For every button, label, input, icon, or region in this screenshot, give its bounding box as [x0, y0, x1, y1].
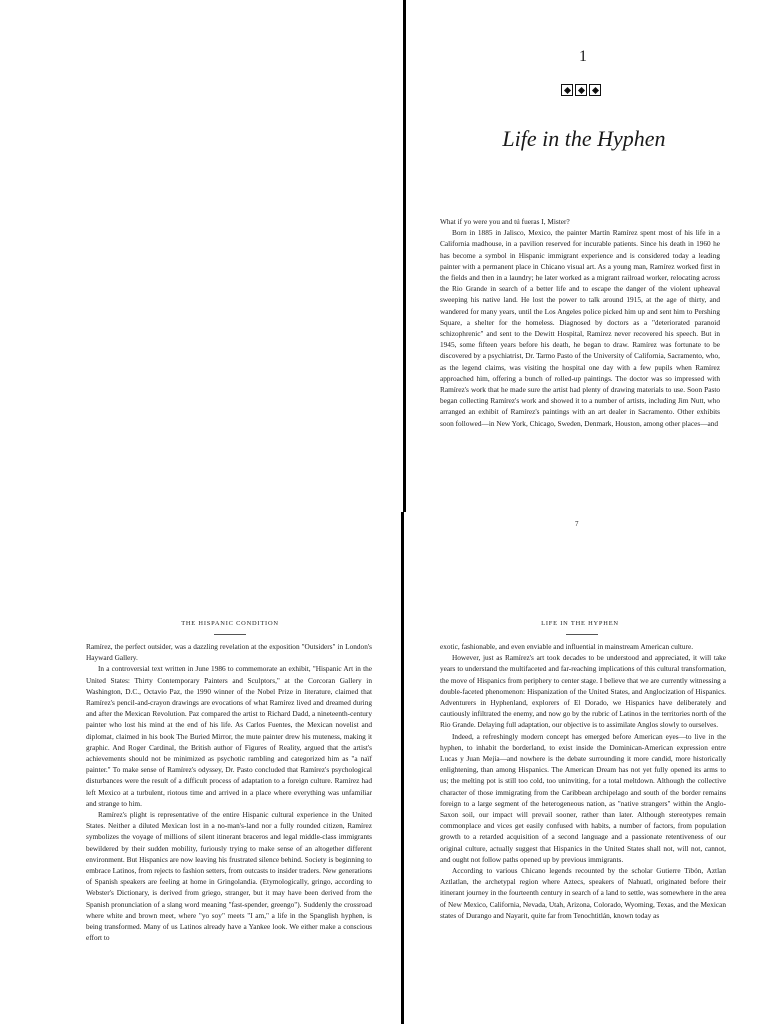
paragraph: What if yo were you and tú fueras I, Mister? — [440, 217, 570, 226]
paragraph: Born in 1885 in Jalisco, Mexico, the painter Martín Ramírez spent most of his life in a California madhouse, in a pavilion reserved for incurable patients. Since his death in 1960 he has become a symbol in Hispanic immigrant experience and is considered today a leading painter with a permanent place in Chicano visual art. As a young man, Ramírez worked first in the fields and then in a laundry; he later worked as a migrant railroad worker, relocating across the Rio Grande in search of a better life and to escape the danger of the violent upheaval sweeping his native land. He lost the power to talk around 1915, at the age of thirty, and wandered for many years, until the Los Angeles police picked him up and sent him to Pershing Square, a shelter for the homeless. Diagnosed by doctors as a "deteriorated paranoid schizophrenic" and sent to the Dewitt Hospital, Ramírez never recovered his speech. But in 1945, some fifteen years before his death, he began to draw. Ramírez was fortunate to be discovered by a psychiatrist, Dr. Tarmo Pasto of the University of California, Sacramento, who, as the legend claims, was visiting the hospital one day with a few pupils when Ramírez approached him, offering a bunch of rolled-up paintings. The doctor was so impressed with Ramírez's work that he made sure the artist had plenty of drawing materials to use. Soon Pasto began collecting Ramírez's work and showed it to a number of artists, including Jim Nutt, who arranged an exhibit of Ramírez's paintings with an art dealer in Sacramento. Other exhibits soon followed—in New York, Chicago, Sweden, Denmark, Houston, among other places—and — [440, 228, 720, 428]
paragraph: Ramírez's plight is representative of the entire Hispanic cultural experience in the United States. Neither a diluted Mexican lost in a no-man's-land nor a fully rounded citizen, Ramírez symbolizes the voyage of millions of silent itinerant braceros and legal middle-class immigrants bewildered by their sudden mobility, furiously trying to make sense of an altogether different environment. But Hispanics are now leaving his frustrated silence behind. Society is beginning to embrace Latinos, from rejects to fashion setters, from outcasts to insider traders. New generations of Spanish speakers are feeling at home in Gringolandia. (Etymologically, gringo, according to Webster's Dictionary, is derived from griego, stranger, but it may have been derived from the Spanish pronunciation of a slang word meaning "fast-spender, greengo"). Suddenly the crossroad where white and brown meet, where "yo soy" meets "I am," a life in the Spanglish hyphen, is being transformed. Many of us Latinos already have a Yankee look. We either make a conscious effort to — [86, 810, 372, 943]
book-gutter — [401, 512, 404, 1024]
paragraph: According to various Chicano legends recounted by the scholar Gutierre Tibón, Aztlan Aztlatlan, the archetypal region where Aztecs, speakers of Nahuatl, originated before their itinerant journey in the fourteenth century in search of a land to settle, was somewhere in the area of New Mexico, California, Nevada, Utah, Arizona, Colorado, Wyoming, Texas, and the Mexican states of Durango and Nayarit, quite far from Tenochtitlán, known today as — [440, 866, 726, 920]
paragraph: exotic, fashionable, and even enviable and influential in mainstream American culture. — [440, 642, 694, 651]
paragraph: Ramírez, the perfect outsider, was a dazzling revelation at the exposition "Outsiders" in London's Hayward Gallery. — [86, 642, 372, 663]
diamond-ornament-icon — [575, 84, 587, 96]
page-number: 7 — [575, 520, 579, 528]
running-head-right: LIFE IN THE HYPHEN — [541, 620, 619, 627]
diamond-ornament-icon — [589, 84, 601, 96]
chapter-title: Life in the Hyphen — [502, 126, 666, 151]
chapter-number: 1 — [579, 48, 587, 65]
right-page-text — [440, 641, 726, 1024]
chapter-opening-text — [440, 216, 720, 502]
paragraph: In a controversial text written in June 1986 to commemorate an exhibit, "Hispanic Art in the United States: Thirty Contemporary Painters and Sculptors," at the Corcoran Gallery in Washington, D.C., Octavio Paz, the 1990 winner of the Nobel Prize in literature, claimed that Ramírez's pencil-and-crayon drawings are evocations of what Ramírez lived and dreamed during and after the Mexican Revolution. Paz compared the artist to Richard Dadd, a nineteenth-century painter who lost his mind at the end of his life. As Carlos Fuentes, the Mexican novelist and diplomat, claimed in his book The Buried Mirror, the mute painter drew his muteness, making it graphic. And Roger Cardinal, the British author of Figures of Reality, argued that the artist's achievements should not be minimized as psychotic rambling and categorized him as "a naïf painter." To make sense of Ramírez's odyssey, Dr. Pasto concluded that Ramírez's psychological disturbances were the result of a difficult process of adaptation to a foreign culture. Ramírez had left Mexico at a turbulent, riotous time and arrived in a place where everything was unfamiliar and strange to him. — [86, 664, 372, 808]
diamond-ornament-icon — [561, 84, 573, 96]
chapter-ornament — [561, 84, 601, 96]
paragraph: Indeed, a refreshingly modern concept has emerged before American eyes—to live in the hyphen, to inhabit the borderland, to exist inside the Dominican-American expression entre Lucas y Juan Mejía—and nowhere is the debate surrounding it more candid, more historically enlightening, than among Hispanics. The American Dream has not yet fully opened its arms to us; the melting pot is still too cold, too uninviting, for a total meltdown. Although the collective character of those immigrating from the Caribbean archipelago and south of the border remains foreign to a large segment of the heterogeneous nation, as "native strangers" within the Anglo-Saxon soil, our impact will prevail sooner, rather than later. Although stereotypes remain commonplace and vices get easily confused with habits, a number of factors, from population growth to a retarded acquisition of a second language and a passionate retentiveness of our original culture, actually suggest that Hispanics in the United States shall not, will not, cannot, and ought not follow paths opened up by previous immigrants. — [440, 731, 726, 864]
running-head-rule — [566, 634, 598, 635]
paragraph: However, just as Ramírez's art took decades to be understood and appreciated, it will take years to understand the multifaceted and far-reaching implications of this cultural transformation, the move of Hispanics from periphery to center stage. I believe that we are currently witnessing a double-faceted phenomenon: Hispanization of the United States, and Anglocization of Hispanics. Adventurers in Hyphenland, explorers of El Dorado, we Hispanics have deliberately and cautiously infiltrated the enemy, and now go by the rubric of Latinos in the territories north of the Rio Grande. Delaying full adaptation, our objective is to assimilate Anglos slowly to ourselves. — [440, 653, 726, 730]
running-head-left: THE HISPANIC CONDITION — [181, 620, 279, 627]
book-gutter — [403, 0, 406, 512]
running-head-rule — [214, 634, 246, 635]
left-page-text — [86, 641, 372, 1024]
